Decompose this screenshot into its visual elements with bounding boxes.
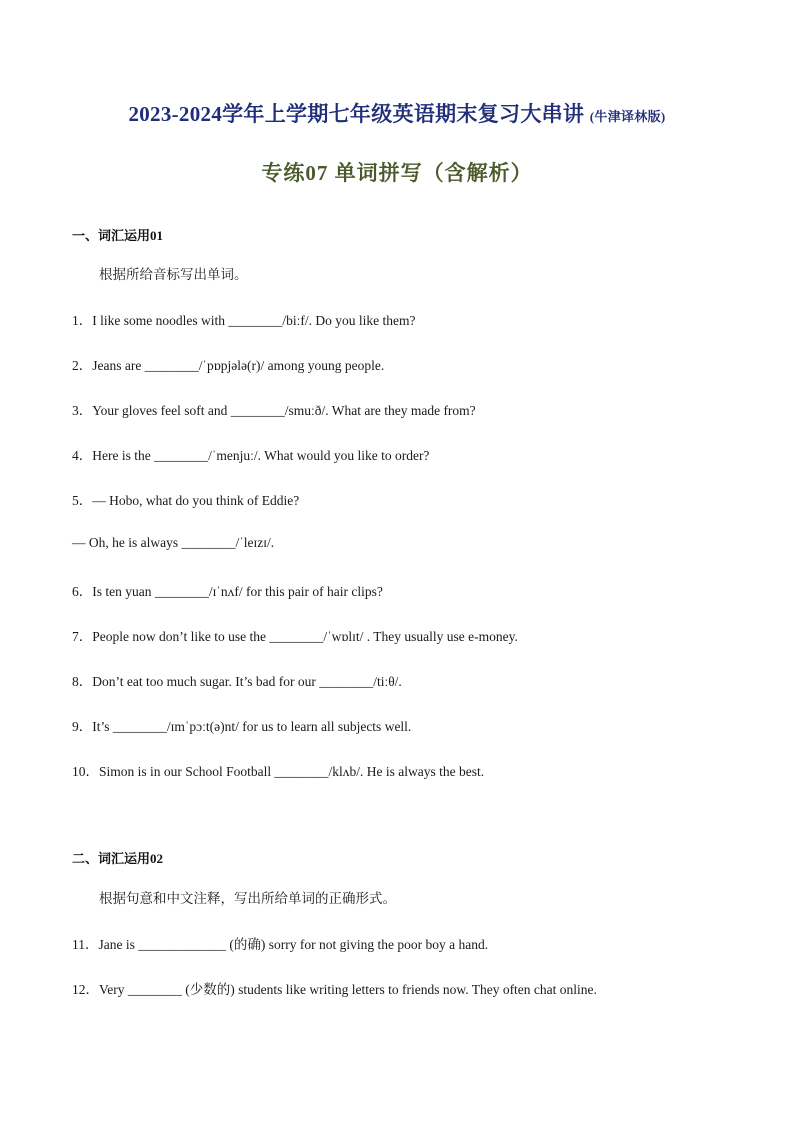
document-title [0, 98, 794, 128]
section-1-heading: 一、词汇运用01 [72, 228, 164, 243]
question-5: 5．— Hobo, what do you think of Eddie? [72, 493, 300, 508]
question-6: 6．Is ten yuan ________/ɪˈnʌf/ for this pair of hair clips? [72, 584, 383, 599]
question-7: 7．People now don’t like to use the ________/ˈwɒlɪt/ . They usually use e-money. [72, 629, 518, 644]
question-8: 8．Don’t eat too much sugar. It’s bad for our ________/tiːθ/. [72, 674, 402, 689]
question-2: 2．Jeans are ________/ˈpɒpjələ(r)/ among young people. [72, 358, 385, 373]
title-main: 2023-2024学年上学期七年级英语期末复习大串讲 [128, 102, 585, 126]
document-subtitle: 专练07 单词拼写（含解析） [261, 161, 533, 185]
question-11: 11．Jane is _____________ (的确) sorry for not giving the poor boy a hand. [72, 937, 489, 952]
section-2-heading: 二、词汇运用02 [72, 851, 164, 866]
title-edition: (牛津译林版) [589, 109, 666, 124]
question-12: 12．Very ________ (少数的) students like writing letters to friends now. They often chat online. [72, 982, 597, 997]
section-1-instruction: 根据所给音标写出单词。 [99, 267, 248, 282]
question-5-reply: — Oh, he is always ________/ˈleɪzɪ/. [72, 535, 275, 550]
question-4: 4．Here is the ________/ˈmenjuː/. What would you like to order? [72, 448, 430, 463]
question-3: 3．Your gloves feel soft and ________/smuːð/. What are they made from? [72, 403, 476, 418]
question-9: 9．It’s ________/ɪmˈpɔːt(ə)nt/ for us to learn all subjects well. [72, 719, 412, 734]
question-10: 10．Simon is in our School Football ________/klʌb/. He is always the best. [72, 764, 485, 779]
question-1: 1．I like some noodles with ________/biːf/. Do you like them? [72, 313, 416, 328]
section-2-instruction: 根据句意和中文注释，写出所给单词的正确形式。 [99, 891, 396, 906]
